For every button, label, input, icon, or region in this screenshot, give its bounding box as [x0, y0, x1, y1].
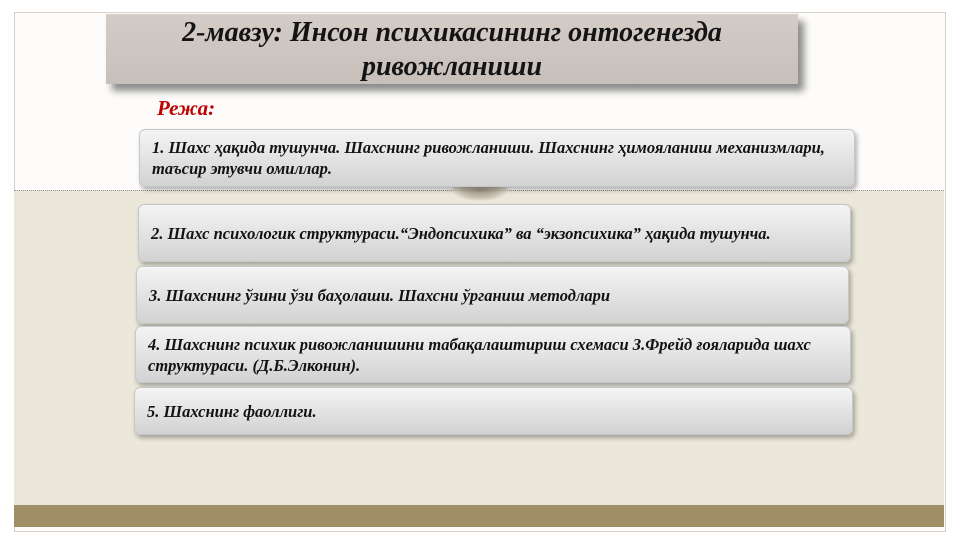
slide-title: 2-мавзу: Инсон психикасининг онтогенезда ривожланиши	[182, 17, 722, 82]
slide-bottom-bar	[14, 505, 944, 527]
plan-item-1: 1. Шахс ҳақида тушунча. Шахснинг ривожланиши. Шахснинг ҳимояланиш механизмлари, таъсир этувчи омиллар.	[139, 129, 855, 187]
plan-item-2: 2. Шахс психологик структураси.“Эндопсихика” ва “экзопсихика” ҳақида тушунча.	[138, 204, 851, 262]
plan-item-3: 3. Шахснинг ўзини ўзи баҳолаши. Шахсни ўрганиш методлари	[136, 266, 849, 324]
plan-item-4: 4. Шахснинг психик ривожланишини табақалаштириш схемаси З.Фрейд ғояларида шахс структураси. (Д.Б.Элконин).	[135, 326, 851, 383]
plan-item-5: 5. Шахснинг фаоллиги.	[134, 387, 853, 435]
plan-label: Режа:	[157, 96, 216, 120]
